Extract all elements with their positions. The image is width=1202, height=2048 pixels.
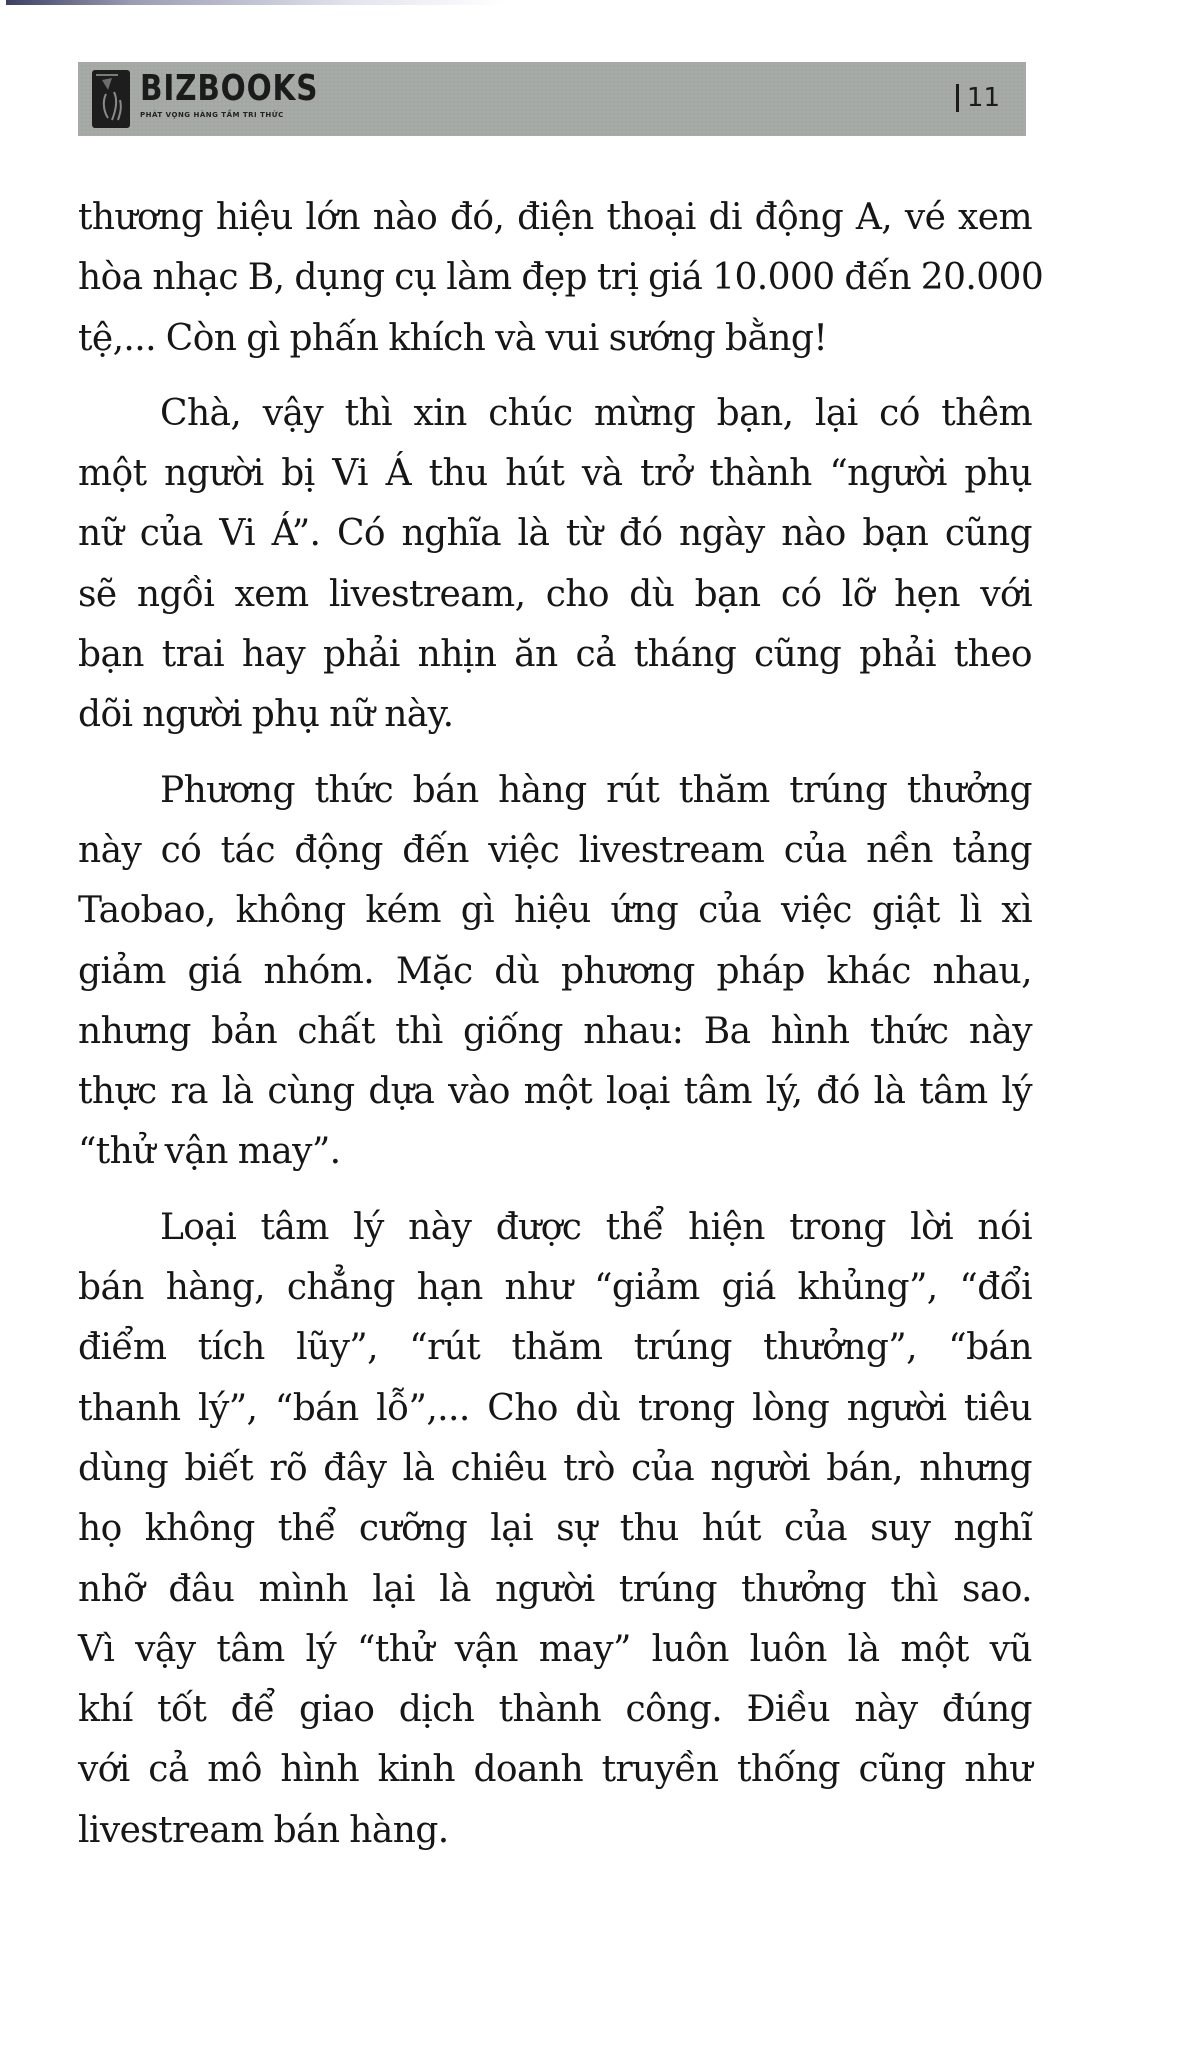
page-body [78,188,1044,1876]
text-line: giảm giá nhóm. Mặc dù phương pháp khác nhau, [78,950,1032,992]
text-line: thanh lý”, “bán lỗ”,... Cho dù trong lòng người tiêu [78,1387,1032,1429]
text-line: Taobao, không kém gì hiệu ứng của việc giật lì xì [78,890,1032,932]
text-line: Phương thức bán hàng rút thăm trúng thưởng [160,769,1032,811]
publisher-logo [92,70,357,128]
text-line: bạn trai hay phải nhịn ăn cả tháng cũng phải theo [78,634,1032,676]
page-number-value: 11 [966,83,1000,113]
text-line: nữ của Vi Á”. Có nghĩa là từ đó ngày nào bạn cũng [78,513,1032,555]
paragraph-3 [78,761,1032,1183]
running-header [78,62,1026,136]
text-line: Loại tâm lý này được thể hiện trong lời nói [160,1206,1032,1248]
text-line: tệ,... Còn gì phấn khích và vui sướng bằng! [78,317,828,359]
text-line: với cả mô hình kinh doanh truyền thống cũng như [78,1749,1032,1791]
text-line: bán hàng, chẳng hạn như “giảm giá khủng”, “đổi [78,1267,1032,1309]
publisher-tagline: PHÁT VỌNG HÀNG TẦM TRI THỨC [140,111,284,119]
text-line: hòa nhạc B, dụng cụ làm đẹp trị giá 10.000 đến 20.000 [78,257,1044,299]
paragraph-4 [78,1198,1032,1861]
text-line: nhỡ đâu mình lại là người trúng thưởng thì sao. [78,1568,1032,1610]
text-line: dõi người phụ nữ này. [78,694,454,736]
paragraph-1 [78,188,1044,369]
text-line: một người bị Vi Á thu hút và trở thành “người phụ [78,453,1032,495]
publisher-name: BIZBOOKS [140,68,319,109]
text-line: khí tốt để giao dịch thành công. Điều này đúng [78,1689,1032,1731]
text-line: họ không thể cưỡng lại sự thu hút của suy nghĩ [78,1508,1032,1550]
bizbooks-logo-icon [92,70,130,128]
text-line: livestream bán hàng. [78,1809,449,1851]
page-number-separator [956,84,959,112]
text-line: nhưng bản chất thì giống nhau: Ba hình thức này [78,1010,1032,1052]
text-line: “thử vận may”. [78,1131,341,1173]
paragraph-2 [78,384,1032,746]
page-number [956,82,1000,114]
text-line: dùng biết rõ đây là chiêu trò của người bán, nhưng [78,1447,1032,1489]
text-line: sẽ ngồi xem livestream, cho dù bạn có lỡ hẹn với [78,573,1032,615]
scan-edge-artifact [6,0,506,5]
text-line: Vì vậy tâm lý “thử vận may” luôn luôn là một vũ [78,1628,1032,1670]
text-line: Chà, vậy thì xin chúc mừng bạn, lại có thêm [160,392,1032,434]
text-line: này có tác động đến việc livestream của nền tảng [78,829,1032,871]
text-line: thực ra là cùng dựa vào một loại tâm lý, đó là tâm lý [78,1071,1032,1113]
text-line: thương hiệu lớn nào đó, điện thoại di động A, vé xem [78,197,1032,238]
text-line: điểm tích lũy”, “rút thăm trúng thưởng”, “bán [78,1327,1032,1369]
